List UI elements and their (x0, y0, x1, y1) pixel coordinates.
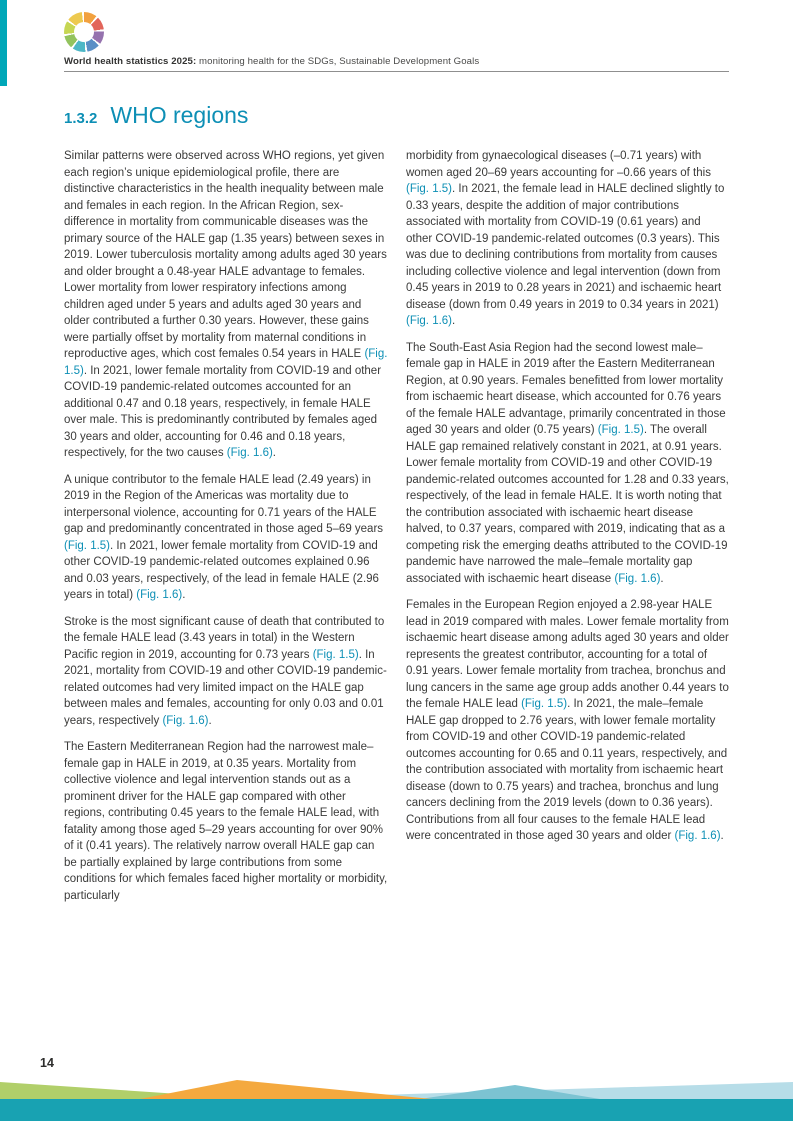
section-title: WHO regions (110, 102, 249, 128)
paragraph: morbidity from gynaecological diseases (–0.71 years) with women aged 20–69 years accounting for –0.66 years of this (Fig. 1.5). In 2021, the female lead in HALE declined slightly to 0.33 years, despite the addition of major contributions associated with mortality from COVID-19 (0.61 years) and other COVID-19 pandemic-related outcomes (0.3 years). This was due to declining contributions from mortality from causes including collective violence and legal intervention (down from 0.45 years in 2019 to 0.28 years in 2021) and ischaemic heart disease (down from 0.49 years in 2019 to 0.34 years in 2021) (Fig. 1.6). (406, 150, 725, 327)
figure-reference-link[interactable]: (Fig. 1.5) (521, 698, 568, 710)
section-heading (64, 102, 248, 129)
header-divider (64, 71, 729, 72)
figure-reference-link[interactable]: (Fig. 1.6) (136, 589, 183, 601)
paragraph: Similar patterns were observed across WHO regions, yet given each region’s unique epidemiological profile, there are distinctive characteristics in the health inequality between male and females in each region. In the African Region, sex-difference in mortality from communicable diseases was the primary source of the HALE gap (1.35 years) between sexes in 2019. Lower tuberculosis mortality among adults aged 30 years and older brought a 0.48-year HALE advantage to females. Lower mortality from lower respiratory infections among children aged under 5 years and adults aged 30 years and older contributed a further 0.30 years. However, these gains were partially offset by mortality from maternal conditions in reproductive ages, which cost females 0.54 years in HALE (Fig. 1.5). In 2021, lower female mortality from COVID-19 and other COVID-19 pandemic-related outcomes accounted for an additional 0.47 and 0.18 years, respectively, in female HALE over male. This is predominantly contributed by females aged 30 years and older, accounting for 0.46 and 0.18 years, respectively, for the two causes (Fig. 1.6). (64, 150, 388, 459)
figure-reference-link[interactable]: (Fig. 1.5) (312, 648, 359, 661)
figure-reference-link[interactable]: (Fig. 1.5) (64, 539, 111, 552)
running-header (64, 56, 729, 67)
paragraph: The South-East Asia Region had the second lowest male–female gap in HALE in 2019 after the Eastern Mediterranean Region, at 0.90 years. Females benefitted from lower mortality from ischaemic heart disease, which accounted for 0.76 years of the female HALE advantage, primarily concentrated in those aged 30 years and older (0.75 years) (Fig. 1.5). The overall HALE gap remained relatively constant in 2021, at 0.91 years. Lower female mortality from COVID-19 and other COVID-19 pandemic-related outcomes accounted for 1.28 and 0.33 years, respectively, of the lead in female HALE. It is worth noting that the contribution associated with ischaemic heart disease halved, to 0.37 years, compared with 2019, indicating that as a competing risk the emerging deaths attributed to the COVID-19 pandemic have narrowed the male–female mortality gap associated with ischaemic heart disease (Fig. 1.6). (406, 341, 729, 585)
section-number: 1.3.2 (64, 110, 98, 127)
figure-reference-link[interactable]: (Fig. 1.5) (597, 424, 644, 436)
paragraph: Females in the European Region enjoyed a 2.98-year HALE lead in 2019 compared with males. Lower female mortality from ischaemic heart disease among adults aged 30 years and older represents the greatest contributor, accounting for a total of 0.91 years. Lower female mortality from trachea, bronchus and lung cancers in the same age group adds another 0.44 years to the female HALE lead (Fig. 1.5). In 2021, the male–female HALE gap dropped to 2.76 years, with lower female mortality from COVID-19 and other COVID-19 pandemic-related outcomes accounting for 0.65 and 0.11 years, respectively, and the contribution associated with mortality from ischaemic heart disease (down to 0.75 years) and trachea, bronchus and lung cancers declining from the 2019 levels (down to 0.36 years). Contributions from all four causes to the female HALE lead were concentrated in those aged 30 years and older (Fig. 1.6). (406, 599, 729, 842)
page-header (64, 12, 729, 72)
footer-decorative-band (0, 1075, 793, 1121)
paragraph: Stroke is the most significant cause of death that contributed to the female HALE lead (3.43 years in total) in the Western Pacific region in 2019, accounting for 0.73 years (Fig. 1.5). In 2021, mortality from COVID-19 and other COVID-19 pandemic-related outcomes had very limited impact on the HALE gap between males and females, accounting for only 0.03 and 0.01 years, respectively (Fig. 1.6). (64, 615, 387, 727)
figure-reference-link[interactable]: (Fig. 1.6) (674, 830, 721, 842)
figure-reference-link[interactable]: (Fig. 1.5) (406, 183, 453, 195)
figure-reference-link[interactable]: (Fig. 1.6) (162, 714, 209, 727)
who-statistics-logo-icon (64, 12, 104, 52)
footer-band-graphic (0, 1075, 793, 1121)
figure-reference-link[interactable]: (Fig. 1.6) (406, 315, 453, 327)
running-header-title: World health statistics 2025: (64, 56, 197, 67)
page-number: 14 (40, 1056, 54, 1070)
paragraph: The Eastern Mediterranean Region had the narrowest male–female gap in HALE in 2019, at 0.35 years. Mortality from collective violence and legal intervention stands out as a prominent driver for the HALE gap compared with other regions, contributing 0.45 years to the female HALE lead, with fatality among those aged 5–29 years accounting for over 90% of it (0.41 years). The relatively narrow overall HALE gap can be partially explained by large contributions from some conditions for which females faced higher mortality or morbidity, particularly (64, 741, 388, 902)
right-column (406, 148, 730, 914)
body-columns (64, 148, 730, 914)
paragraph: A unique contributor to the female HALE lead (2.49 years) in 2019 in the Region of the Americas was mortality due to interpersonal violence, accounting for 0.71 years of the HALE gap and predominantly concentrated in those aged 5–69 years (Fig. 1.5). In 2021, lower female mortality from COVID-19 and other COVID-19 pandemic-related outcomes explained 0.96 and 0.03 years, respectively, of the lead in female HALE (2.96 years in total) (Fig. 1.6). (64, 473, 384, 601)
corner-accent-bar (0, 0, 7, 86)
left-column (64, 148, 388, 914)
figure-reference-link[interactable]: (Fig. 1.6) (226, 447, 273, 459)
running-header-subtitle: monitoring health for the SDGs, Sustainable Development Goals (196, 56, 480, 67)
figure-reference-link[interactable]: (Fig. 1.5) (64, 348, 388, 377)
figure-reference-link[interactable]: (Fig. 1.6) (614, 572, 661, 585)
